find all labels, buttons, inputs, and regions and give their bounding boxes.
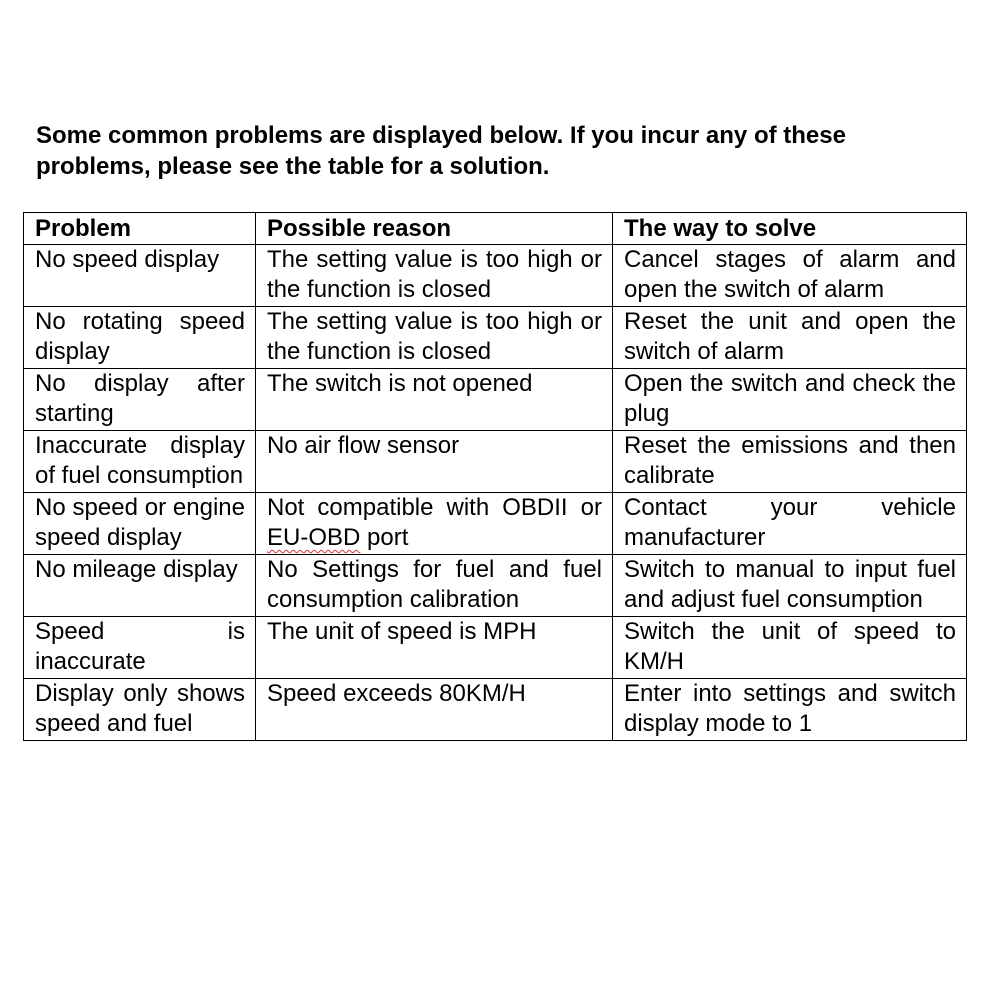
reason-text-prefix: Not compatible with OBDII or [267,494,602,521]
reason-cell: No air flow sensor [256,431,613,493]
intro-paragraph: Some common problems are displayed below. If you incur any of these problems, please see the table for a solution. [36,122,846,180]
reason-cell: No Settings for fuel and fuel consumption calibration [256,555,613,617]
solution-cell: Open the switch and check the plug [613,369,967,431]
reason-text-suffix: port [360,524,409,551]
table-row [24,369,967,431]
reason-cell: The switch is not opened [256,369,613,431]
table-row [24,493,967,555]
solution-cell: Cancel stages of alarm and open the switch of alarm [613,245,967,307]
reason-cell: The unit of speed is MPH [256,617,613,679]
solution-cell: Switch to manual to input fuel and adjust fuel consumption [613,555,967,617]
table-header-row [24,213,967,245]
reason-cell [256,493,613,555]
spellcheck-marked-word: EU-OBD [267,524,361,551]
problem-cell: No mileage display [24,555,256,617]
solution-cell: Switch the unit of speed to KM/H [613,617,967,679]
problem-cell: Speed is inaccurate [24,617,256,679]
reason-cell: The setting value is too high or the function is closed [256,245,613,307]
table-row [24,431,967,493]
table-row [24,307,967,369]
solution-cell: Contact your vehicle manufacturer [613,493,967,555]
header-way-to-solve: The way to solve [613,213,967,245]
solution-cell: Reset the unit and open the switch of alarm [613,307,967,369]
solution-cell: Enter into settings and switch display mode to 1 [613,679,967,741]
troubleshooting-table [23,212,967,741]
header-possible-reason: Possible reason [256,213,613,245]
problem-cell: No display after starting [24,369,256,431]
problem-cell: No speed or engine speed display [24,493,256,555]
problem-cell: Display only shows speed and fuel [24,679,256,741]
header-problem: Problem [24,213,256,245]
problem-cell: No speed display [24,245,256,307]
table-row [24,679,967,741]
table-row [24,245,967,307]
solution-cell: Reset the emissions and then calibrate [613,431,967,493]
reason-cell: The setting value is too high or the function is closed [256,307,613,369]
table-row [24,617,967,679]
problem-cell: No rotating speed display [24,307,256,369]
problem-cell: Inaccurate display of fuel consumption [24,431,256,493]
table-row [24,555,967,617]
reason-cell: Speed exceeds 80KM/H [256,679,613,741]
